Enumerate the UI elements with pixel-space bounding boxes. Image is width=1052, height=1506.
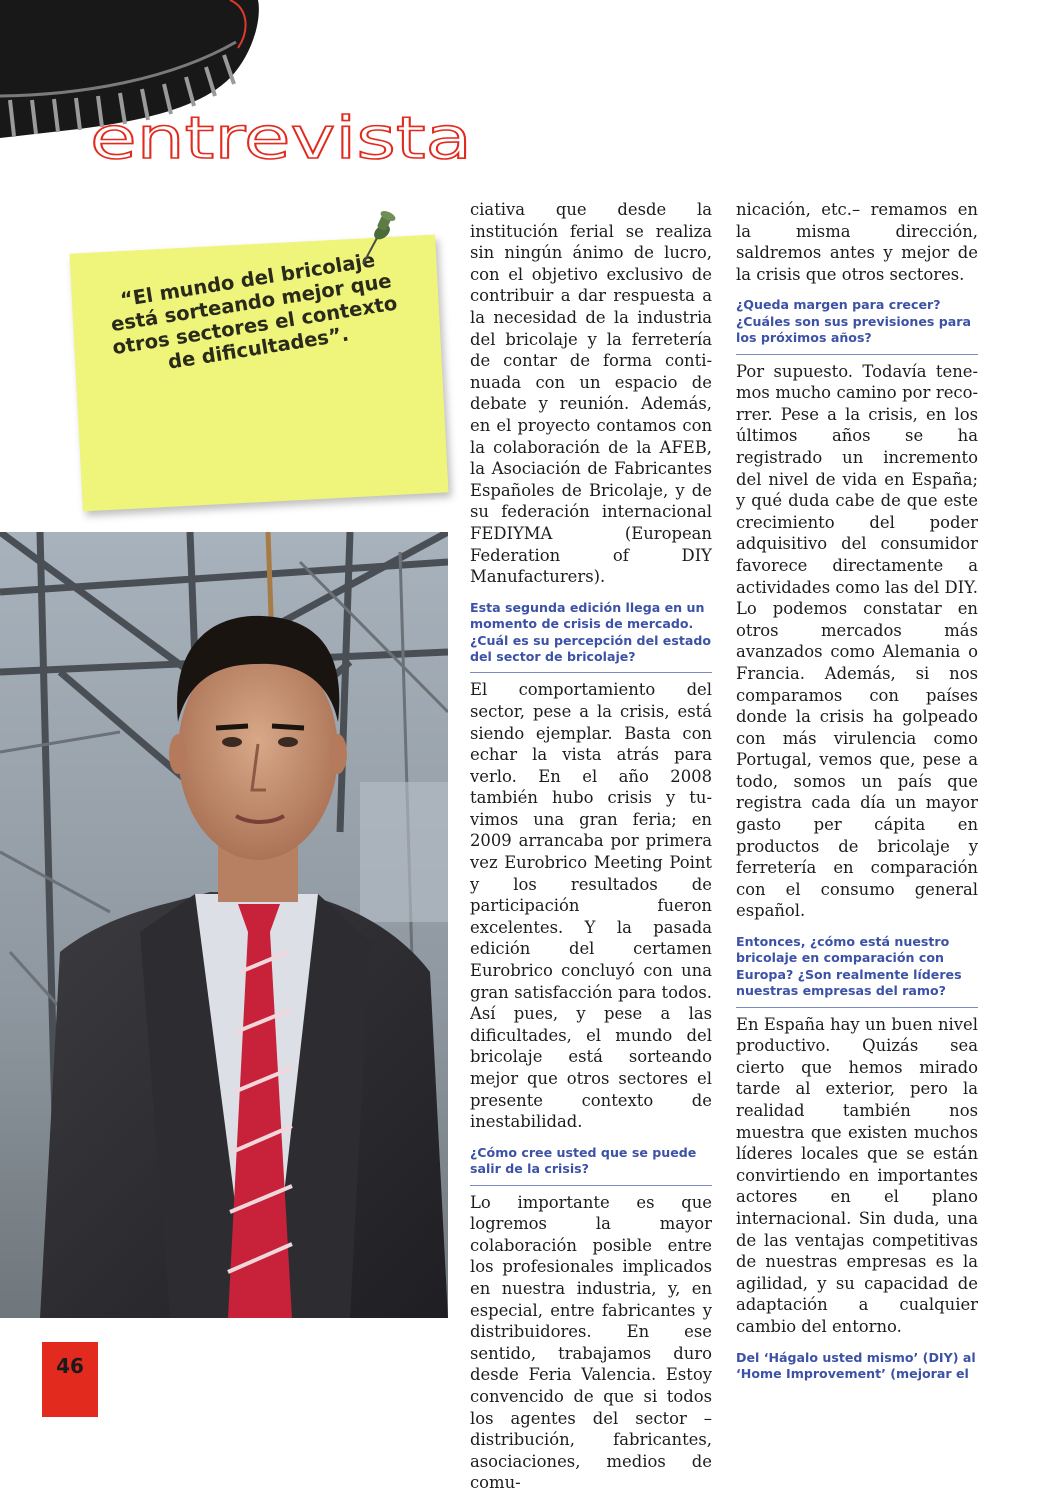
interview-question: Entonces, ¿cómo está nuestro bricolaje en comparación con Europa? ¿Son realmente líderes nuestras empresas del ramo?	[736, 934, 978, 1008]
section-title	[88, 108, 488, 178]
interview-question: ¿Queda margen para crecer? ¿Cuáles son sus previsiones para los próximos años?	[736, 297, 978, 354]
interview-question: Esta segunda edición llega en un momento de crisis de mercado. ¿Cuál es su percepción del estado del sector de bricolaje?	[470, 600, 712, 674]
page-number-tab	[42, 1342, 98, 1417]
push-pin-icon	[355, 210, 399, 270]
body-paragraph: ciativa que desde la institución ferial se realiza sin ningún ánimo de lucro, con el objetivo exclusivo de contribuir a dar respuesta a la necesidad de la industria del bricolaje y la ferretería de contar de forma continuada con un espacio de debate y reunión. Además, en el proyecto contamos con la colaboración de la AFEB, la Asociación de Fabricantes Españoles de Bricolaje, y de su federación internacional FEDIYMA (European Federation of DIY Manufacturers).	[470, 200, 712, 587]
article-column-2	[736, 199, 978, 1395]
body-paragraph: En España hay un buen nivel productivo. Quizás sea cierto que hemos mirado tarde al exterior, pero la realidad también nos muestra que existen muchos líderes locales que se están convirtiendo en importantes actores en el plano internacional. Sin duda, una de las ventajas competitivas de nuestras empresas es la agilidad, y su capacidad de adaptación a cualquier cambio del entorno.	[736, 1014, 978, 1336]
interview-question: ¿Cómo cree usted que se puede salir de la crisis?	[470, 1145, 712, 1186]
article-column-1	[470, 199, 712, 1506]
body-paragraph: Lo importante es que logremos la mayor colaboración posible entre los profesionales implicados en nuestra industria, y, en especial, entre fabricantes y distribuidores. En ese sentido, trabajamos duro desde Feria Valencia. Estoy convencido de que si todos los agentes del sector –distribución, fabricantes, asociaciones, medios de comu-	[470, 1192, 712, 1493]
svg-text:entrevista: entrevista	[90, 108, 472, 172]
body-paragraph: nicación, etc.– remamos en la misma dirección, saldremos antes y mejor de la crisis que otros sectores.	[736, 200, 978, 284]
interview-question: Del ‘Hágalo usted mismo’ (DIY) al ‘Home Improvement’ (mejorar el	[736, 1349, 976, 1381]
interviewee-photo	[0, 532, 448, 1318]
pull-quote: “El mundo del bricolaje está sorteando mejor que otros sectores el contexto de dificultades”.	[109, 248, 399, 374]
body-paragraph: El comportamiento del sector, pese a la crisis, está siendo ejemplar. Basta con echar la vista atrás para verlo. En el año 2008 también hubo crisis y tuvimos una gran feria; en 2009 arrancaba por primera vez Eurobrico Meeting Point y los resultados de participación fueron excelentes. Y la pasada edición del certamen Eurobrico concluyó con una gran satisfacción para todos. Así pues, y pese a las dificultades, el mundo del bricolaje está sorteando mejor que otros sectores el presente contexto de inestabilidad.	[470, 680, 712, 1132]
body-paragraph: Por supuesto. Todavía tenemos mucho camino por recorrer. Pese a la crisis, en los últimos años se ha registrado un incremento del nivel de vida en España; y qué duda cabe de que este crecimiento del poder adquisitivo del consumidor favorece directamente a actividades como las del DIY. Lo podemos constatar en otros mercados más avanzados como Alemania o Francia. Además, si nos comparamos con países donde la crisis ha golpeado con más virulencia como Portugal, vemos que, pese a todo, somos un país que registra cada día un mayor gasto per cápita en productos de bricolaje y ferretería en comparación con el consumo general español.	[736, 361, 978, 921]
page-number: 46	[56, 1354, 84, 1378]
